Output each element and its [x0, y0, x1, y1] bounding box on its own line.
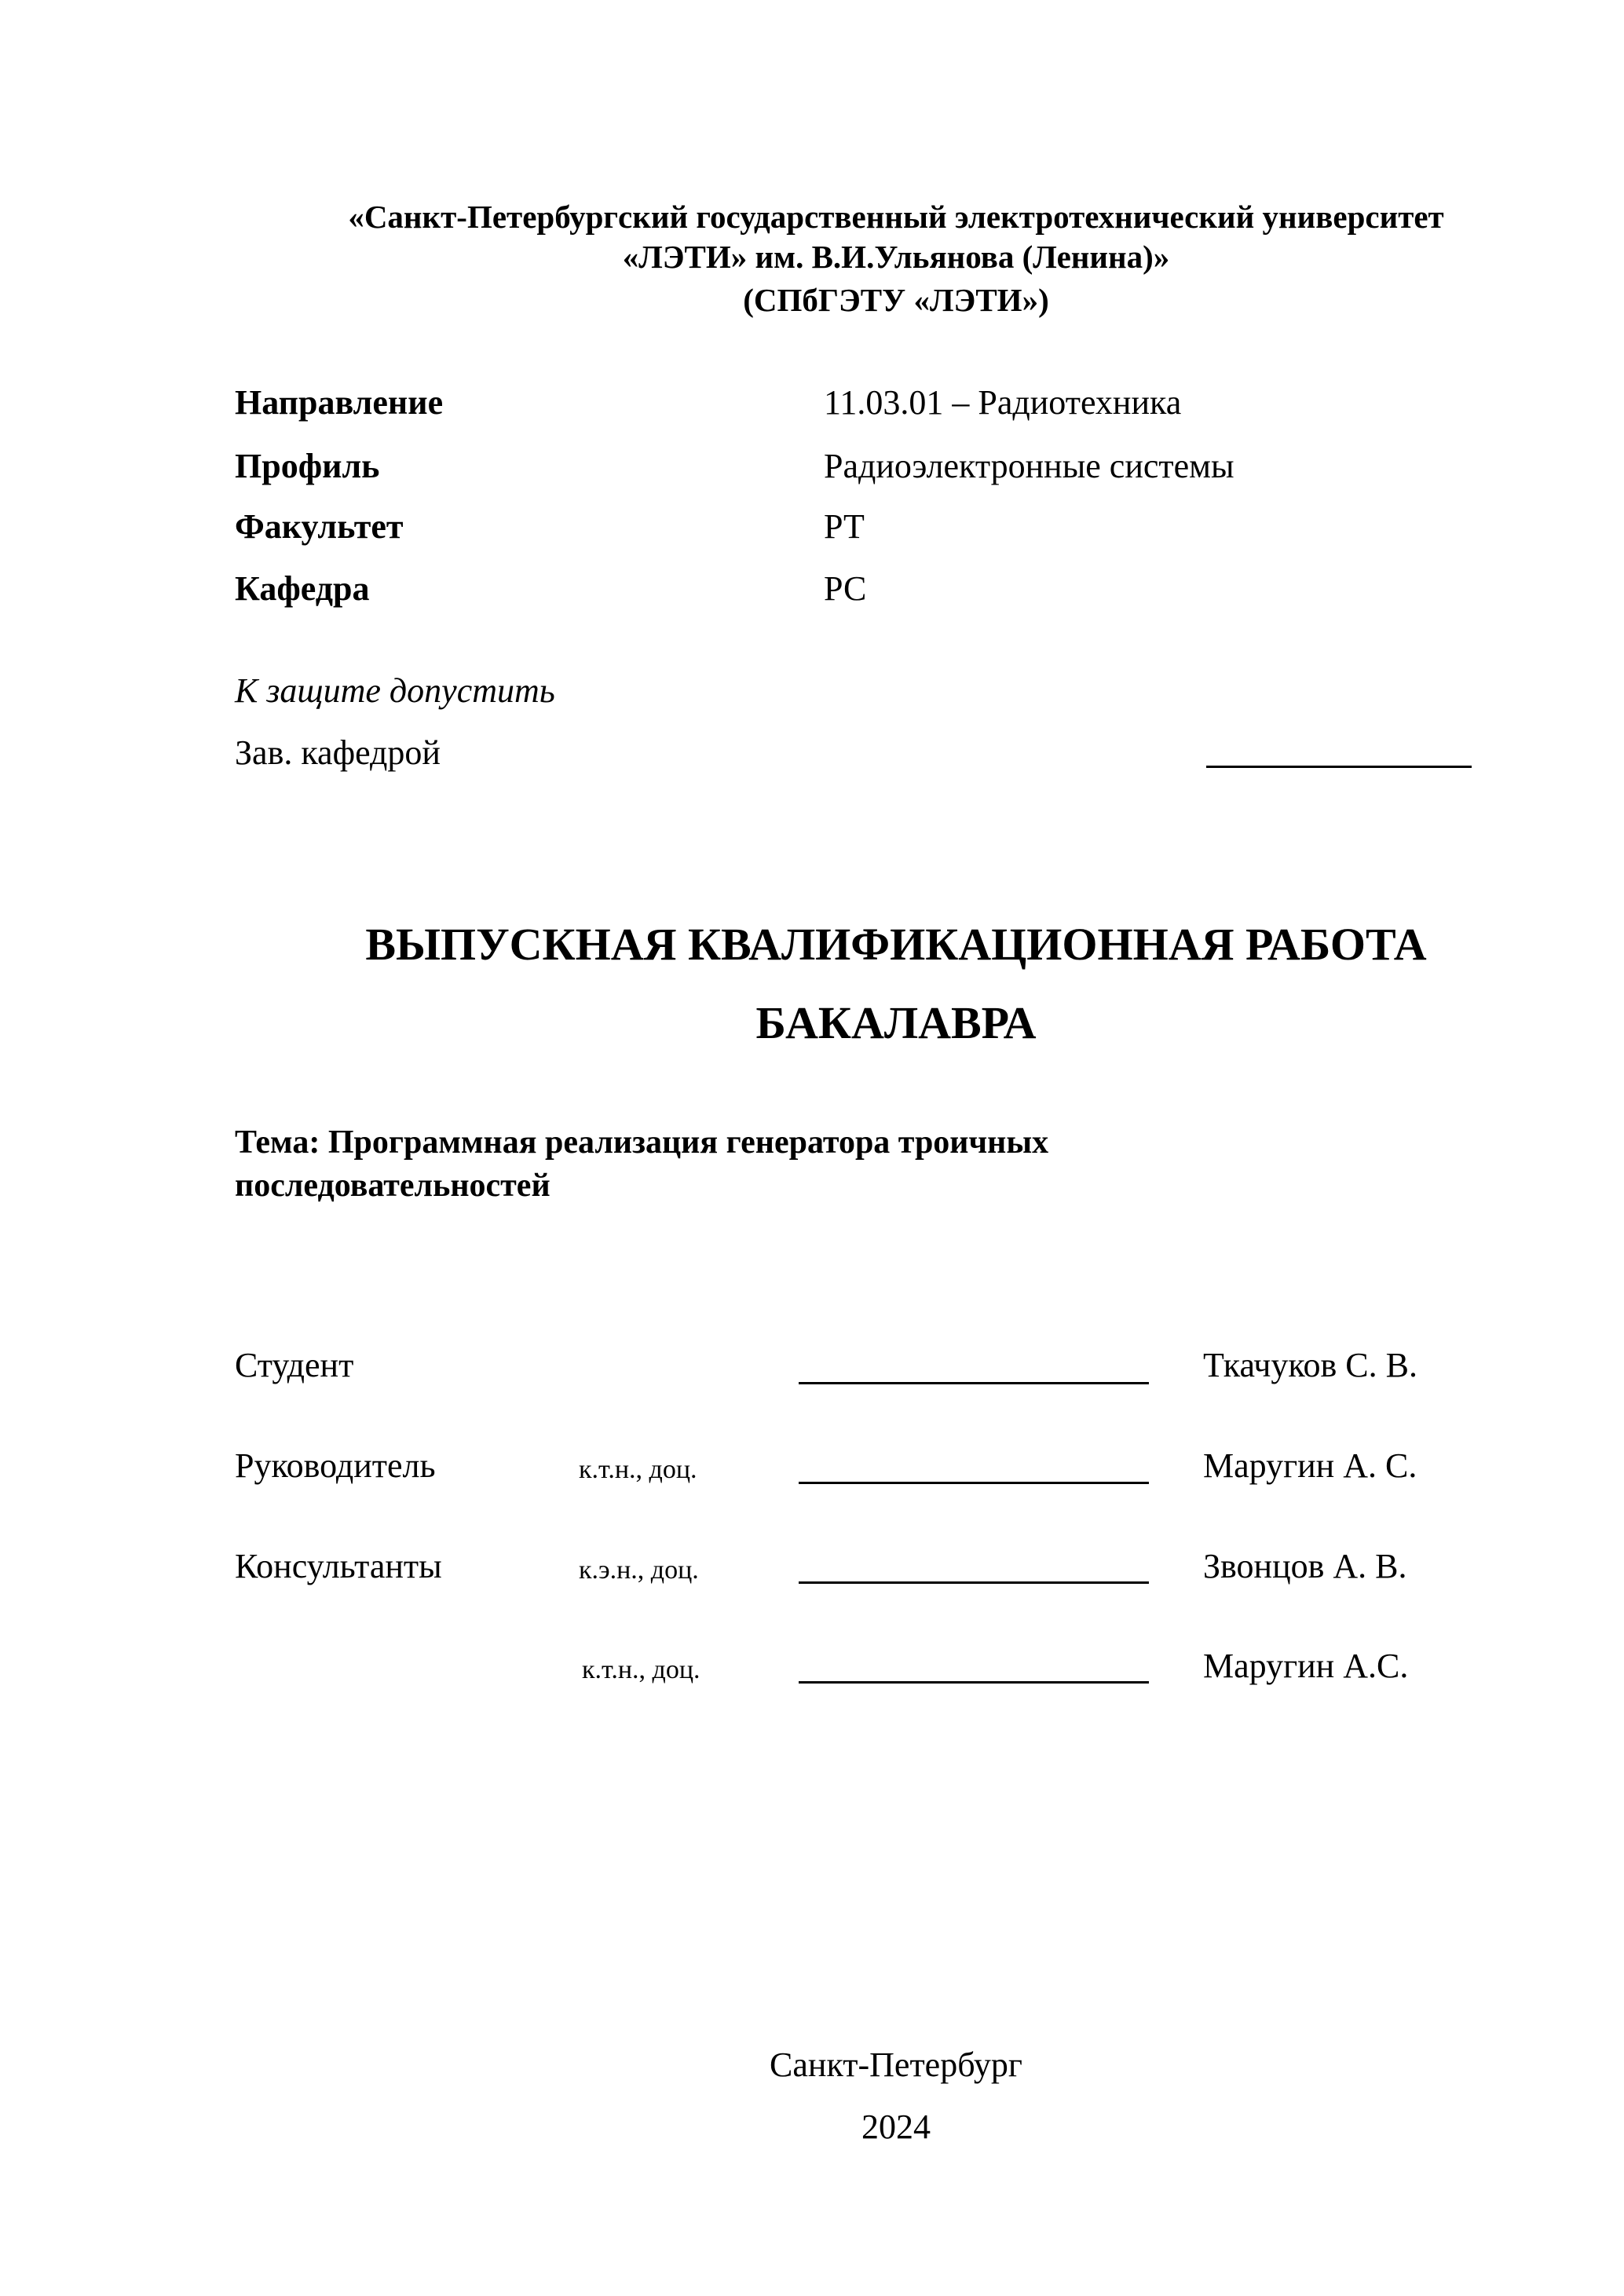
student-name: Ткачуков С. В. [1203, 1346, 1418, 1384]
title-line1: ВЫПУСКНАЯ КВАЛИФИКАЦИОННАЯ РАБОТА [365, 919, 1427, 970]
consultant2-signature-line [799, 1681, 1149, 1684]
year: 2024 [861, 2108, 931, 2146]
theme-line1: Тема: Программная реализация генератора троичных [235, 1124, 1049, 1161]
university-abbreviation: (СПбГЭТУ «ЛЭТИ») [743, 282, 1049, 318]
consultant1-name: Звонцов А. В. [1203, 1547, 1407, 1585]
consultant2-degree: к.т.н., доц. [582, 1655, 700, 1684]
university-name-line1: «Санкт-Петербургский государственный электротехнический университет [348, 199, 1444, 235]
direction-label: Направление [235, 383, 444, 422]
faculty-label: Факультет [235, 507, 404, 546]
supervisor-role: Руководитель [235, 1446, 436, 1485]
supervisor-degree: к.т.н., доц. [579, 1455, 697, 1484]
consultant1-signature-line [799, 1581, 1149, 1584]
supervisor-name: Маругин А. С. [1203, 1446, 1417, 1485]
profile-label: Профиль [235, 447, 380, 485]
department-value: РС [824, 569, 867, 608]
consultants-role: Консультанты [235, 1547, 442, 1585]
student-role: Студент [235, 1346, 354, 1384]
consultant2-name: Маругин А.С. [1203, 1647, 1409, 1685]
head-of-department-label: Зав. кафедрой [235, 733, 441, 772]
profile-value: Радиоэлектронные системы [824, 447, 1234, 485]
title-line2: БАКАЛАВРА [755, 997, 1037, 1048]
theme-line2: последовательностей [235, 1168, 550, 1204]
faculty-value: РТ [824, 507, 865, 546]
head-signature-line [1206, 766, 1472, 768]
city: Санкт-Петербург [770, 2046, 1022, 2084]
consultant1-degree: к.э.н., доц. [579, 1556, 699, 1585]
department-label: Кафедра [235, 569, 370, 608]
university-name-line2: «ЛЭТИ» им. В.И.Ульянова (Ленина)» [622, 239, 1170, 275]
student-signature-line [799, 1382, 1149, 1384]
direction-value: 11.03.01 – Радиотехника [824, 383, 1182, 422]
supervisor-signature-line [799, 1482, 1149, 1484]
admit-to-defense: К защите допустить [235, 671, 555, 710]
